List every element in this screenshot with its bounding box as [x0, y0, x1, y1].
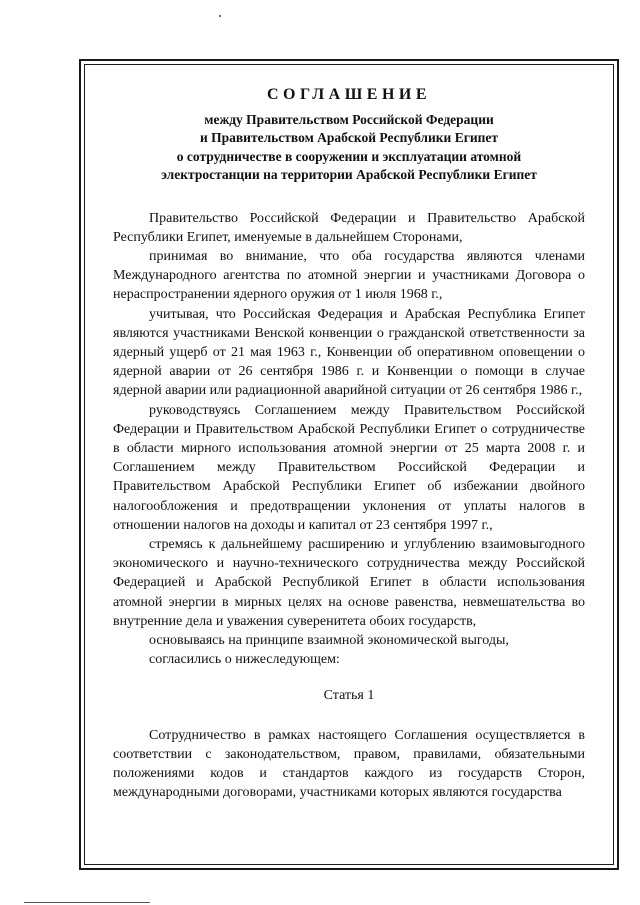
article-heading: Статья 1 [323, 687, 375, 703]
preamble-paragraph: Правительство Российской Федерации и Правительство Арабской Республики Египет, именуемые в дальнейшем Сторонами, [113, 210, 585, 245]
scan-speck [219, 15, 221, 17]
preamble-paragraph: учитывая, что Российская Федерация и Арабская Республика Египет являются участниками Венской конвенции о гражданской ответственности за ядерный ущерб от 21 мая 1963 г., Конвенции об оперативном оповещении о ядерной аварии от 26 сентября 1986 г. и Конвенции о помощи в случае ядерной аварии или радиационной аварийной ситуации от 26 сентября 1986 г., [113, 306, 585, 399]
preamble [113, 209, 585, 670]
preamble-paragraph: основываясь на принципе взаимной экономической выгоды, [149, 633, 509, 649]
document-title: СОГЛАШЕНИЕ [266, 86, 432, 103]
document-subtitle: между Правительством Российской Федерации и Правительством Арабской Республики Египет о сотрудничестве в сооружении и эксплуатации атомной электростанции на территории Арабской Республики Египет [161, 112, 537, 183]
preamble-paragraph: принимая во внимание, что оба государства являются членами Международного агентства по атомной энергии и участниками Договора о нераспространении ядерного оружия от 1 июля 1968 г., [113, 249, 585, 303]
preamble-paragraph: руководствуясь Соглашением между Правительством Российской Федерации и Правительством Арабской Республики Египет о сотрудничестве в области мирного использования атомной энергии от 25 марта 2008 г. и Соглашением между Правительством Российской Федерации и Правительством Арабской Республики Египет об избежании двойного налогообложения и предотвращении уклонения от уплаты налогов в отношении налогов на доходы и капитал от 23 сентября 1997 г., [113, 402, 585, 533]
preamble-paragraph: согласились о нижеследующем: [149, 652, 340, 668]
scan-edge-line [24, 902, 150, 903]
article-paragraph: Сотрудничество в рамках настоящего Соглашения осуществляется в соответствии с законодательством, правом, правилами, обязательными положениями кодов и стандартов каждого из государств Сторон, международными договорами, участниками которых являются государства [113, 727, 585, 801]
document-content [113, 85, 585, 803]
preamble-paragraph: стремясь к дальнейшему расширению и углублению взаимовыгодного экономического и научно-технического сотрудничества между Российской Федерацией и Арабской Республикой Египет в области использования атомной энергии в мирных целях на основе равенства, невмешательства во внутренние дела и уважения суверенитета обоих государств, [113, 537, 585, 629]
